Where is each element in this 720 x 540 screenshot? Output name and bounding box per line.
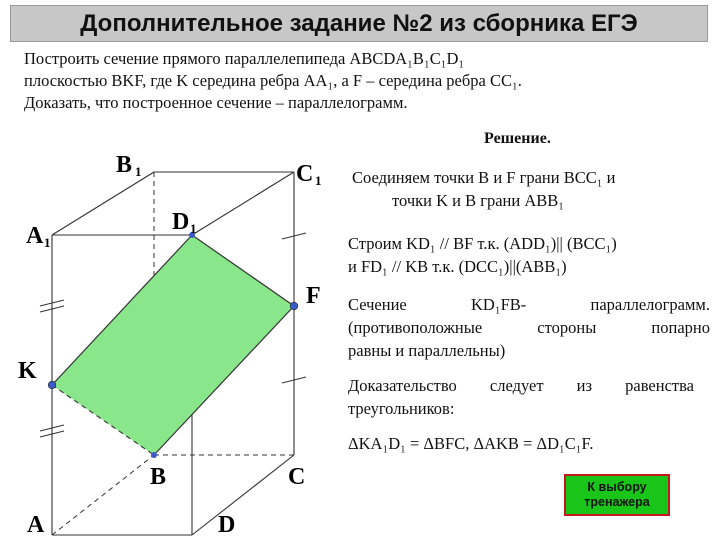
- edge-d1c1: [192, 172, 294, 235]
- point-k: [48, 381, 56, 389]
- nav-button-line-1: К выбору: [587, 480, 647, 494]
- label-d1-sub: 1: [190, 221, 197, 236]
- task-line-2: плоскостью BKF, где K середина ребра AA₁, а F – середина ребра CC₁.: [24, 71, 522, 90]
- solution-step-1: [352, 166, 710, 212]
- task-line-3: Доказать, что построенное сечение – параллелограмм.: [24, 93, 408, 112]
- point-f: [290, 302, 298, 310]
- label-c1-sub: 1: [315, 173, 322, 188]
- label-a: A: [27, 512, 45, 538]
- solution-step-3: [348, 293, 710, 362]
- label-b1: B: [116, 152, 133, 178]
- step3-line-2: (противоположные стороны попарно: [348, 318, 710, 337]
- label-a1-sub: 1: [44, 235, 51, 250]
- edge-dc: [192, 455, 294, 535]
- solution-step-4: [348, 374, 694, 420]
- label-b: B: [150, 464, 167, 490]
- label-a1: A: [26, 223, 44, 249]
- label-k: K: [18, 358, 37, 384]
- step3-line-1: Сечение KD₁FB- параллелограмм.: [348, 295, 710, 314]
- step3-line-3: равны и параллельны): [348, 341, 506, 360]
- label-d: D: [218, 512, 236, 538]
- label-f: F: [306, 283, 321, 309]
- solution-title: Решение.: [484, 130, 551, 147]
- solution-step-2: [348, 232, 710, 278]
- label-c1: C: [296, 161, 314, 187]
- point-b: [151, 452, 157, 458]
- task-line-1: Построить сечение прямого параллелепипеда ABCDA₁B₁C₁D₁: [24, 49, 465, 68]
- edge-a1b1: [52, 172, 154, 235]
- step4-line-1: Доказательство следует из равенства: [348, 376, 694, 395]
- step1-line-2: точки K и B грани ABB₁: [392, 191, 565, 210]
- label-d1: D: [172, 209, 190, 235]
- step2-line-1: Строим KD₁ // BF т.к. (ADD₁)|| (BCC₁): [348, 234, 617, 253]
- step4-line-2: треугольников:: [348, 399, 455, 418]
- page-title: Дополнительное задание №2 из сборника ЕГЭ: [80, 9, 638, 37]
- step1-line-1: Соединяем точки B и F грани BCC₁ и: [352, 168, 616, 187]
- back-to-trainer-button[interactable]: [564, 474, 670, 516]
- label-c: C: [288, 464, 306, 490]
- edge-ab-hidden: [52, 455, 154, 535]
- nav-button-line-2: тренажера: [584, 495, 650, 509]
- step2-line-2: и FD₁ // KB т.к. (DCC₁)||(ABB₁): [348, 257, 567, 276]
- label-b1-sub: 1: [135, 164, 142, 179]
- solution-step-5: ΔKA₁D₁ = ΔBFC, ΔAKB = ΔD₁C₁F.: [348, 434, 594, 453]
